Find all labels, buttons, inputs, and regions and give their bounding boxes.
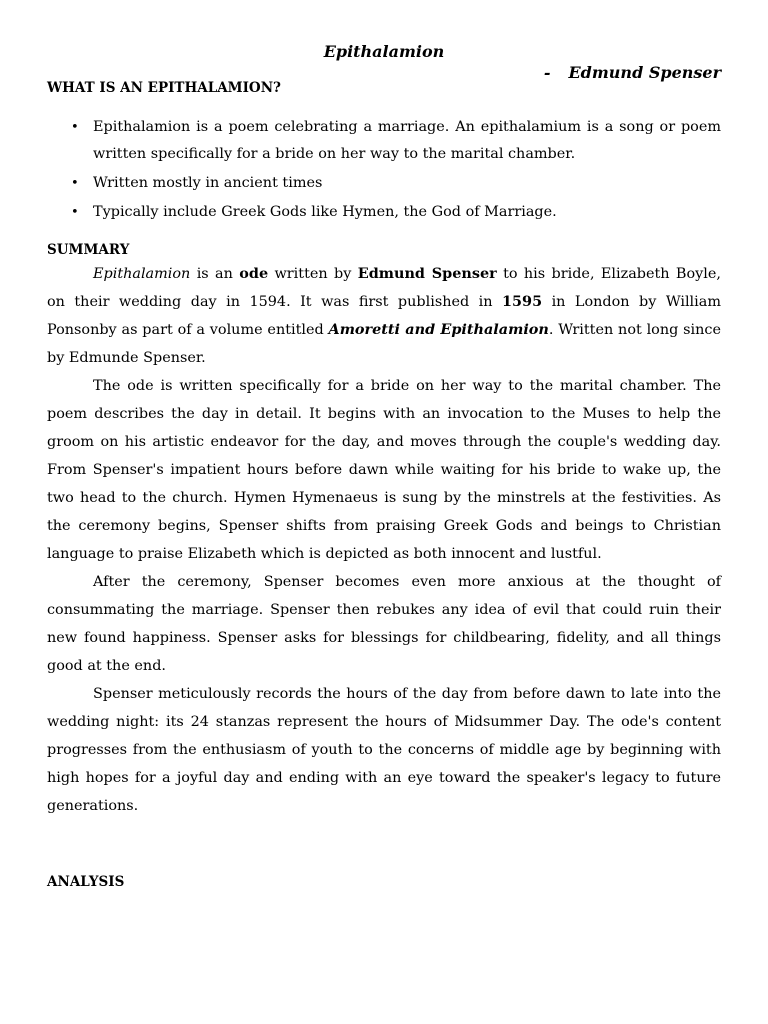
text-run: . Written not long since by Edmunde Spenser. [47, 322, 721, 366]
list-item [71, 199, 721, 226]
bullet-text: Typically include Greek Gods like Hymen, the God of Marriage. [93, 204, 557, 220]
list-item [71, 170, 721, 197]
author-name: Edmund Spenser [568, 63, 721, 82]
year-bold: 1595 [502, 293, 543, 310]
text-run: in London by William Ponsonby as part of a volume entitled [47, 294, 721, 338]
bullet-icon: • [71, 176, 79, 191]
author-dash: - [543, 63, 551, 82]
summary-paragraph-1 [47, 260, 721, 372]
summary-paragraph-4: Spenser meticulously records the hours of the day from before dawn to late into the wedding night: its 24 stanzas represent the hours of Midsummer Day. The ode's content progresses from the enthusiasm of youth to the concerns of middle age by beginning with high hopes for a joyful day and ending with an eye toward the speaker's legacy to future generations. [47, 686, 721, 814]
list-item [71, 114, 721, 168]
bullet-icon: • [71, 120, 79, 135]
summary-heading: SUMMARY [47, 242, 130, 258]
analysis-heading: ANALYSIS [47, 874, 125, 890]
text-run: to his bride, Elizabeth Boyle, on their wedding day in 1594. It was first published in [47, 266, 721, 310]
bullet-text: Written mostly in ancient times [93, 175, 323, 191]
what-is-heading: WHAT IS AN EPITHALAMION? [47, 80, 281, 96]
bullet-icon: • [71, 205, 79, 220]
summary-paragraph-3: After the ceremony, Spenser becomes even more anxious at the thought of consummating the marriage. Spenser then rebukes any idea of evil that could ruin their new found happiness. Spenser asks for blessings for childbearing, fidelity, and all things good at the end. [47, 574, 721, 674]
bullet-text: Epithalamion is a poem celebrating a marriage. An epithalamium is a song or poem written specifically for a bride on her way to the marital chamber. [93, 119, 721, 162]
author-bold: Edmund Spenser [357, 265, 497, 282]
text-run: written by [268, 266, 358, 282]
poem-title-italic: Epithalamion [93, 266, 191, 282]
volume-title-bold-italic: Amoretti and Epithalamion [328, 321, 549, 338]
summary-paragraph-2: The ode is written specifically for a bride on her way to the marital chamber. The poem describes the day in detail. It begins with an invocation to the Muses to help the groom on his artistic endeavor for the day, and moves through the couple's wedding day. From Spenser's impatient hours before dawn while waiting for his bride to wake up, the two head to the church. Hymen Hymenaeus is sung by the minstrels at the festivities. As the ceremony begins, Spenser shifts from praising Greek Gods and beings to Christian language to praise Elizabeth which is depicted as both innocent and lustful. [47, 378, 721, 562]
ode-bold: ode [239, 265, 269, 282]
definition-bullet-list [47, 114, 721, 226]
document-title: Epithalamion [323, 42, 445, 61]
text-run: is an [190, 266, 240, 282]
